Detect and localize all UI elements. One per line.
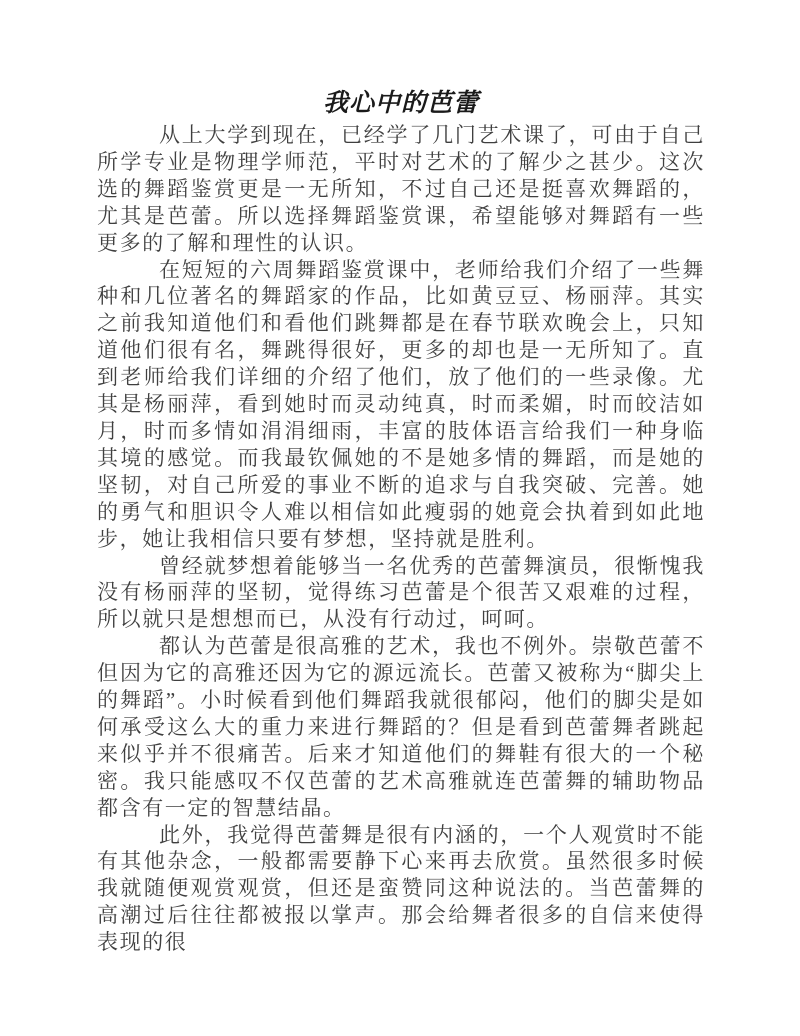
essay-body — [97, 122, 705, 956]
essay-title: 我心中的芭蕾 — [322, 90, 479, 117]
document-content — [0, 88, 800, 956]
essay-paragraph-2: 在短短的六周舞蹈鉴赏课中，老师给我们介绍了一些舞种和几位著名的舞蹈家的作品，比如黄豆豆、杨丽萍。其实之前我知道他们和看他们跳舞都是在春节联欢晚会上，只知道他们很有名，舞跳得很好，更多的却也是一无所知了。直到老师给我们详细的介绍了他们，放了他们的一些录像。尤其是杨丽萍，看到她时而灵动纯真，时而柔媚，时而皎洁如月，时而多情如涓涓细雨，丰富的肢体语言给我们一种身临其境的感觉。而我最钦佩她的不是她多情的舞蹈，而是她的坚韧，对自己所爱的事业不断的追求与自我突破、完善。她的勇气和胆识令人难以相信如此瘦弱的她竟会执着到如此地步，她让我相信只要有梦想，坚持就是胜利。 — [97, 257, 705, 551]
essay-paragraph-4: 都认为芭蕾是很高雅的艺术，我也不例外。崇敬芭蕾不但因为它的高雅还因为它的源远流长。芭蕾又被称为“脚尖上的舞蹈”。小时候看到他们舞蹈我就很郁闷，他们的脚尖是如何承受这么大的重力来进行舞蹈的？但是看到芭蕾舞者跳起来似乎并不很痛苦。后来才知道他们的舞鞋有很大的一个秘密。我只能感叹不仅芭蕾的艺术高雅就连芭蕾舞的辅助物品都含有一定的智慧结晶。 — [97, 634, 705, 820]
essay-paragraph-5: 此外，我觉得芭蕾舞是很有内涵的，一个人观赏时不能有其他杂念，一般都需要静下心来再去欣赏。虽然很多时候我就随便观赏观赏，但还是蛮赞同这种说法的。当芭蕾舞的高潮过后往往都被报以掌声。那会给舞者很多的自信来使得表现的很 — [97, 822, 705, 955]
essay-paragraph-3: 曾经就梦想着能够当一名优秀的芭蕾舞演员，很惭愧我没有杨丽萍的坚韧，觉得练习芭蕾是个很苦又艰难的过程，所以就只是想想而已，从没有行动过，呵呵。 — [97, 553, 705, 632]
essay-paragraph-1: 从上大学到现在，已经学了几门艺术课了，可由于自己所学专业是物理学师范，平时对艺术的了解少之甚少。这次选的舞蹈鉴赏更是一无所知，不过自己还是挺喜欢舞蹈的，尤其是芭蕾。所以选择舞蹈鉴赏课，希望能够对舞蹈有一些更多的了解和理性的认识。 — [97, 123, 705, 255]
